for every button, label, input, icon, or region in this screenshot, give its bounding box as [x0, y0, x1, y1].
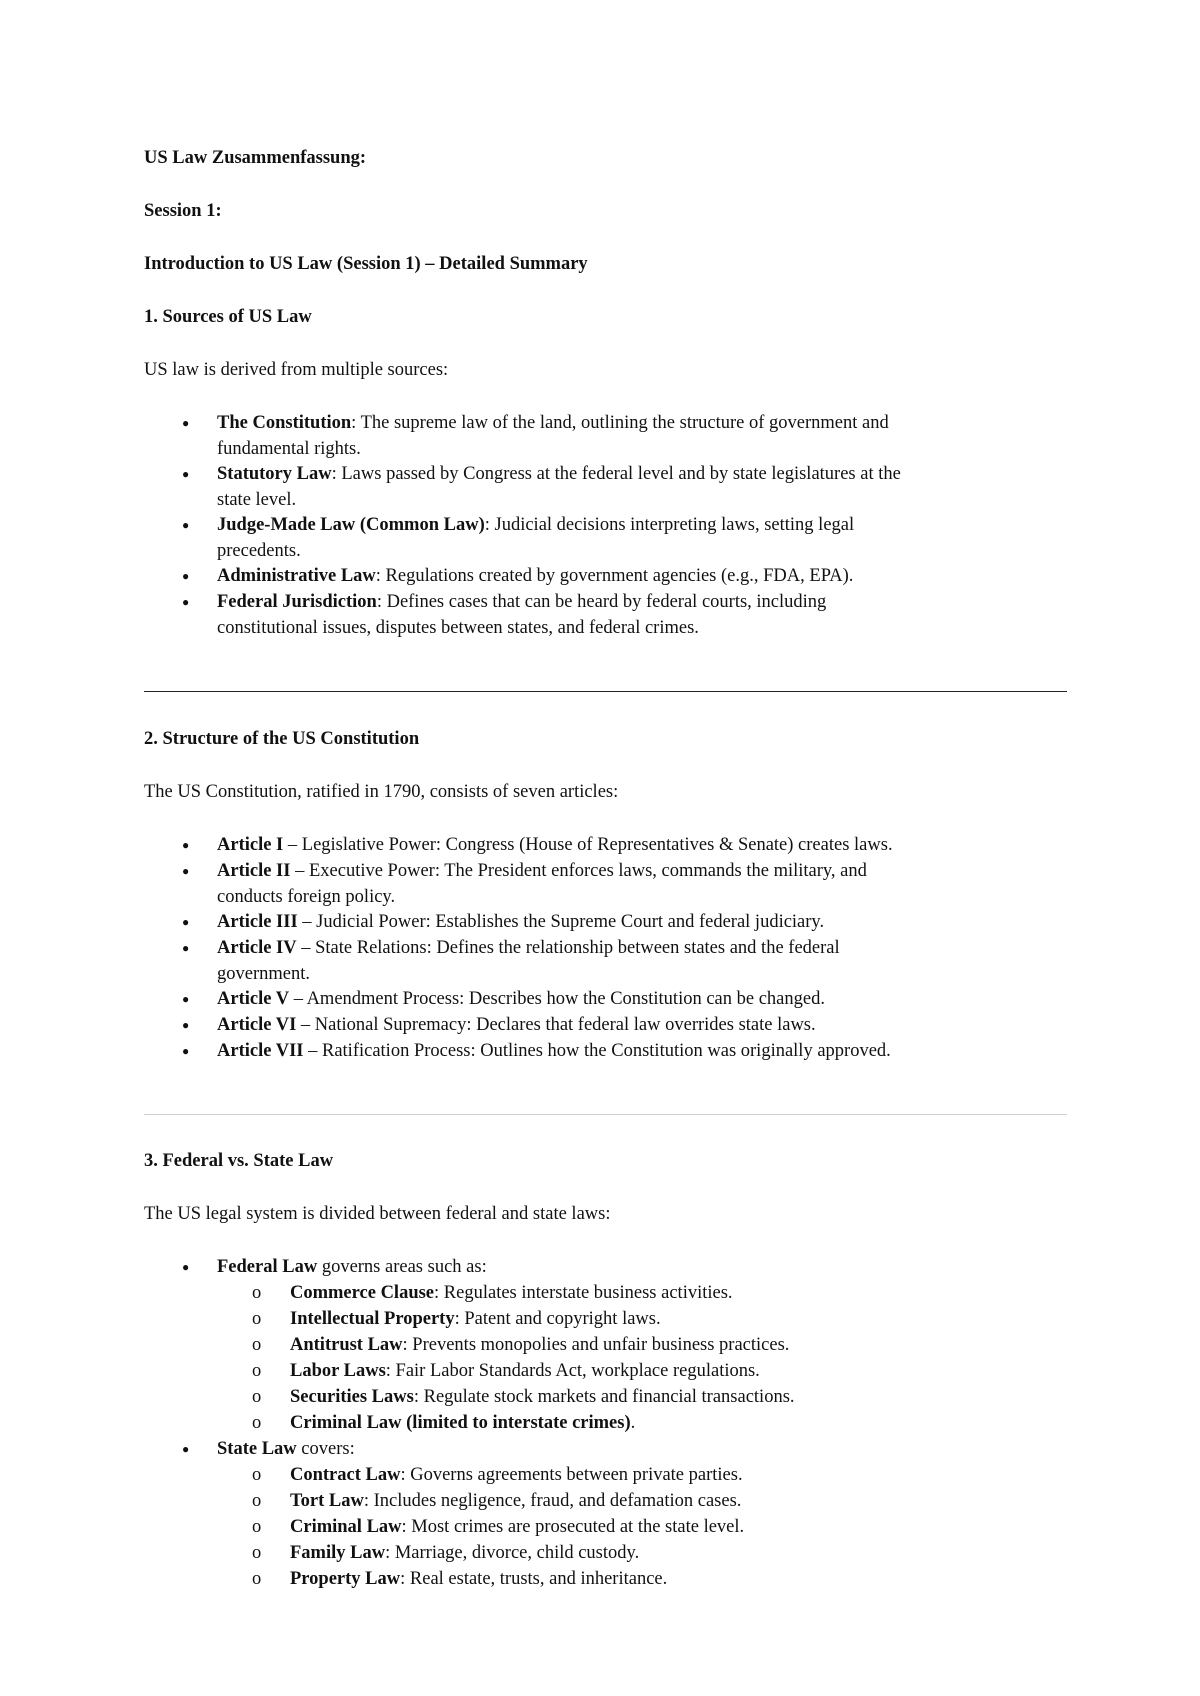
item-term: Administrative Law	[217, 566, 376, 586]
item-term: Criminal Law (limited to interstate crimes)	[290, 1413, 631, 1433]
sub-list-item	[252, 1359, 1050, 1385]
item-term: Securities Laws	[290, 1387, 414, 1407]
item-text: – Ratification Process: Outlines how the Constitution was originally approved.	[303, 1041, 891, 1061]
list-item	[182, 1013, 1067, 1039]
item-term: Antitrust Law	[290, 1335, 403, 1355]
list-item	[182, 987, 1067, 1013]
bullet-icon: ●	[182, 864, 190, 878]
item-text: governs areas such as:	[317, 1257, 487, 1277]
sub-list-item	[252, 1515, 1050, 1541]
bullet-icon: ●	[182, 416, 190, 430]
list-item	[182, 462, 1067, 513]
horizontal-rule	[144, 691, 1067, 692]
sub-list-item	[252, 1463, 1050, 1489]
item-text: : Fair Labor Standards Act, workplace regulations.	[385, 1361, 760, 1381]
sub-list-item	[252, 1567, 1050, 1593]
bullet-icon: ●	[182, 838, 190, 852]
section3-intro: The US legal system is divided between federal and state laws:	[144, 1204, 611, 1224]
section3-heading: 3. Federal vs. State Law	[144, 1151, 334, 1171]
circle-bullet-icon: o	[252, 1413, 262, 1433]
item-text: : Laws passed by Congress at the federal level and by state legislatures at the	[331, 464, 901, 484]
item-text: – Executive Power: The President enforces laws, commands the military, and	[290, 861, 867, 881]
item-text: .	[630, 1413, 636, 1433]
list-item-state-law	[182, 1437, 1067, 1463]
intro-heading: Introduction to US Law (Session 1) – Detailed Summary	[144, 254, 588, 274]
list-item	[182, 833, 1067, 859]
sub-list-item	[252, 1489, 1050, 1515]
item-term: Contract Law	[290, 1465, 401, 1485]
item-term: The Constitution	[217, 413, 352, 433]
circle-bullet-icon: o	[252, 1543, 262, 1563]
bullet-icon: ●	[182, 467, 190, 481]
item-text: : Real estate, trusts, and inheritance.	[400, 1569, 668, 1589]
circle-bullet-icon: o	[252, 1335, 262, 1355]
item-text: : Prevents monopolies and unfair business practices.	[402, 1335, 790, 1355]
list-item	[182, 411, 1067, 462]
list-item	[182, 1039, 1067, 1065]
sub-list-item	[252, 1385, 1050, 1411]
item-text: – National Supremacy: Declares that federal law overrides state laws.	[296, 1015, 816, 1035]
section2-intro: The US Constitution, ratified in 1790, consists of seven articles:	[144, 782, 619, 802]
item-continuation: fundamental rights.	[217, 438, 361, 459]
item-continuation: government.	[217, 963, 310, 984]
bullet-icon: ●	[182, 915, 190, 929]
bullet-icon: ●	[182, 941, 190, 955]
item-term: Family Law	[290, 1543, 386, 1563]
bullet-icon: ●	[182, 1442, 190, 1456]
item-text: : Regulate stock markets and financial transactions.	[413, 1387, 795, 1407]
session-label: Session 1:	[144, 201, 222, 221]
bullet-icon: ●	[182, 595, 190, 609]
sub-list-item	[252, 1541, 1050, 1567]
item-text: : The supreme law of the land, outlining the structure of government and	[351, 413, 889, 433]
item-text: – Amendment Process: Describes how the Constitution can be changed.	[289, 989, 825, 1009]
circle-bullet-icon: o	[252, 1491, 262, 1511]
item-term: Criminal Law	[290, 1517, 402, 1537]
item-term: Federal Law	[217, 1257, 318, 1277]
item-continuation: state level.	[217, 489, 297, 510]
item-term: Tort Law	[290, 1491, 364, 1511]
bullet-icon: ●	[182, 1044, 190, 1058]
item-text: – Legislative Power: Congress (House of Representatives & Senate) creates laws.	[283, 835, 893, 855]
item-term: Article IV	[217, 938, 297, 958]
item-text: – State Relations: Defines the relationship between states and the federal	[296, 938, 840, 958]
section1-intro: US law is derived from multiple sources:	[144, 360, 449, 380]
item-text: – Judicial Power: Establishes the Supreme Court and federal judiciary.	[297, 912, 825, 932]
section1-heading: 1. Sources of US Law	[144, 307, 312, 327]
item-term: Intellectual Property	[290, 1309, 455, 1329]
item-term: Judge-Made Law (Common Law)	[217, 515, 485, 535]
item-term: Article VII	[217, 1041, 304, 1061]
item-text: : Most crimes are prosecuted at the state level.	[401, 1517, 745, 1537]
circle-bullet-icon: o	[252, 1361, 262, 1381]
bullet-icon: ●	[182, 992, 190, 1006]
circle-bullet-icon: o	[252, 1283, 262, 1303]
sub-list-item	[252, 1307, 1050, 1333]
sub-list-item	[252, 1411, 1050, 1437]
bullet-icon: ●	[182, 1260, 190, 1274]
circle-bullet-icon: o	[252, 1517, 262, 1537]
item-term: Article V	[217, 989, 290, 1009]
circle-bullet-icon: o	[252, 1465, 262, 1485]
item-term: Article III	[217, 912, 298, 932]
bullet-icon: ●	[182, 569, 190, 583]
item-term: Statutory Law	[217, 464, 332, 484]
item-term: State Law	[217, 1439, 297, 1459]
bullet-icon: ●	[182, 1018, 190, 1032]
list-item	[182, 513, 1067, 564]
item-text: covers:	[296, 1439, 355, 1459]
list-item	[182, 859, 1067, 910]
list-item	[182, 936, 1067, 987]
bullet-icon: ●	[182, 518, 190, 532]
list-item-federal-law	[182, 1255, 1067, 1281]
list-item	[182, 590, 1067, 641]
list-item	[182, 564, 1067, 590]
section2-heading: 2. Structure of the US Constitution	[144, 729, 420, 749]
item-text: : Regulations created by government agencies (e.g., FDA, EPA).	[375, 566, 854, 586]
item-text: : Regulates interstate business activities.	[434, 1283, 733, 1303]
item-term: Labor Laws	[290, 1361, 386, 1381]
item-text: : Judicial decisions interpreting laws, setting legal	[484, 515, 855, 535]
sub-list-item	[252, 1333, 1050, 1359]
item-term: Federal Jurisdiction	[217, 592, 377, 612]
circle-bullet-icon: o	[252, 1387, 262, 1407]
horizontal-rule	[144, 1114, 1067, 1115]
item-term: Article I	[217, 835, 284, 855]
item-text: : Patent and copyright laws.	[454, 1309, 661, 1329]
item-term: Commerce Clause	[290, 1283, 435, 1303]
item-continuation: conducts foreign policy.	[217, 886, 396, 907]
item-text: : Governs agreements between private parties.	[400, 1465, 743, 1485]
item-text: : Defines cases that can be heard by federal courts, including	[376, 592, 827, 612]
item-text: : Includes negligence, fraud, and defamation cases.	[363, 1491, 742, 1511]
item-continuation: constitutional issues, disputes between states, and federal crimes.	[217, 617, 699, 638]
list-item	[182, 910, 1067, 936]
item-term: Property Law	[290, 1569, 401, 1589]
circle-bullet-icon: o	[252, 1569, 262, 1589]
circle-bullet-icon: o	[252, 1309, 262, 1329]
item-continuation: precedents.	[217, 540, 301, 561]
item-text: : Marriage, divorce, child custody.	[385, 1543, 640, 1563]
item-term: Article II	[217, 861, 291, 881]
item-term: Article VI	[217, 1015, 297, 1035]
document-title: US Law Zusammenfassung:	[144, 148, 367, 168]
sub-list-item	[252, 1281, 1050, 1307]
